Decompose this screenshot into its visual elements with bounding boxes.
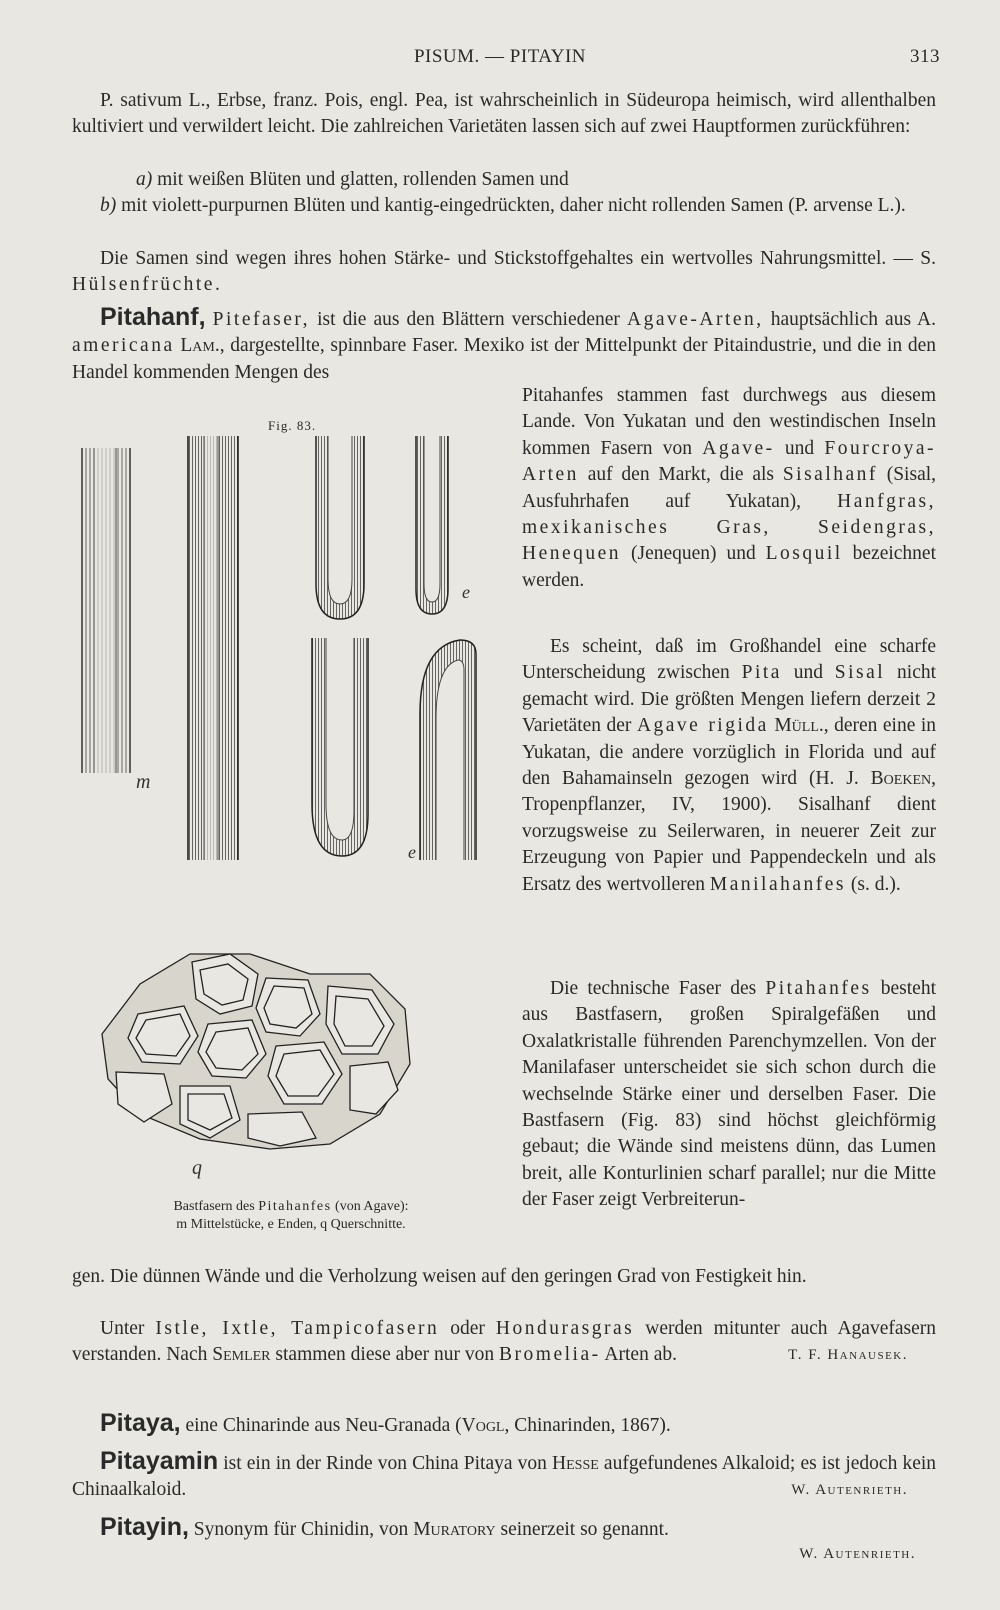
pitahanfes: Pitahanfes [765, 978, 872, 999]
pisum-item-a [136, 167, 936, 193]
p2c: nicht gemacht wird. Die größten Mengen liefern derzeit 2 Varietäten der [522, 662, 937, 737]
fourcroya: Fourcroya-Arten [522, 437, 937, 486]
pitahanf-entry-start [72, 304, 936, 386]
pitefaser: Pitefaser, [212, 309, 310, 330]
hanfgras: Hanfgras, [837, 490, 937, 512]
p3b: besteht aus Bastfasern, großen Spiralgefäßen und Oxalatkristalle führenden Parenchymzellen. Von der Manilafaser unterscheidet sie sich schon durch die wechselnde Stärke einer und derselben Faser. Die Bastfasern (Fig. 83) sind höchst gleichförmig gebaut; die Wände sind meistens dünn, das Lumen breit, alle Konturlinien scharf parallel; nur die Mitte der Faser zeigt Verbreiterun- [522, 978, 936, 1211]
cross-section [102, 954, 410, 1149]
und: und [784, 437, 815, 459]
agave-arten: Agave-Arten, [627, 309, 764, 330]
pitahanf-p3-cont [72, 1264, 936, 1290]
hanausek-signature: T. F. Hanausek. [788, 1347, 908, 1364]
autenrieth-signature-2: W. Autenrieth. [799, 1546, 916, 1562]
pisum-intro-text: P. sativum L., Erbse, franz. Pois, engl. Pea, ist wahrscheinlich in Südeuropa heimisch, wird allenthalben kultiviert und verwildert leicht. Die zahlreichen Varietäten lassen sich auf zwei Hauptformen zurückführen: [72, 90, 936, 138]
pisum-intro [72, 88, 936, 141]
pitahanf-n4: bezeichnet werden. [522, 543, 937, 591]
pitahanf-n3: (Sisal, Ausfuhrhafen auf Yukatan), [522, 464, 937, 512]
item-b-text: mit violett-purpurnen Blüten und kantig-eingedrückten, daher nicht rollenden Samen (P. arvense L.). [121, 195, 906, 216]
fiber-end-bottom [312, 638, 368, 856]
item-a-label: a) [136, 169, 153, 190]
agave-rigida: Agave rigida [636, 715, 769, 737]
pisum-value [72, 246, 936, 299]
label-m: m [136, 771, 151, 793]
p2e: , Tropenpflanzer, IV, 1900). Sisalhanf dient vorzugsweise zu Seilerwaren, in neuerer Zeit zur Erzeugung von Papier und Pappendeckeln und als Ersatz des wertvolleren [522, 768, 936, 895]
bromelia: Bromelia- [499, 1344, 601, 1366]
pitahanf-n2: auf den Markt, die als [587, 464, 775, 486]
p2b: und [793, 662, 823, 684]
pitahanf-column-p2 [522, 634, 936, 898]
item-a-text: mit weißen Blüten und glatten, rollenden Samen und [157, 169, 569, 190]
pisum-value-text: Die Samen sind wegen ihres hohen Stärke- und Stickstoffgehaltes ein wertvolles Nahrungsmittel. — S. [100, 248, 936, 269]
sisalhanf: Sisalhanf [782, 464, 878, 486]
jenequen: (Jenequen) und [630, 543, 756, 565]
p4c: werden mitunter auch Agavefasern verstanden. Nach [72, 1318, 937, 1366]
boeken-author: Boeken [870, 768, 932, 790]
pitahanf-column-p1 [522, 383, 936, 594]
caption-b: Pitahanfes [258, 1199, 332, 1214]
label-e-1: e [462, 582, 470, 602]
caption-a: Bastfasern des [173, 1199, 255, 1214]
mull-author: Müll. [774, 715, 824, 737]
pitahanf-t2: hauptsächlich aus A. [770, 309, 937, 330]
mexikanisches-gras: mexikanisches Gras, Seidengras, [522, 517, 936, 539]
pitaya-t2: , Chinarinden, 1867). [504, 1415, 671, 1436]
caption-d: m Mittelstücke, e Enden, q Querschnitte. [176, 1217, 406, 1232]
fiber-end-top [316, 436, 364, 619]
pitayamin-keyword: Pitayamin [100, 1447, 219, 1475]
p4d: stammen diese aber nur von [275, 1344, 495, 1366]
fiber-illustration [80, 414, 502, 1244]
pisum-crossref: Hülsenfrüchte. [72, 274, 223, 296]
autenrieth-signature-1: W. Autenrieth. [791, 1482, 908, 1499]
muratory-author: Muratory [413, 1519, 496, 1540]
pitahanf-t3: , dargestellte, spinnbare Faser. Mexiko ist der Mittelpunkt der Pitaindustrie, und die in den Handel kommenden Mengen des [72, 335, 937, 383]
p3a: Die technische Faser des [550, 978, 757, 999]
pitahanf-column-p3 [522, 976, 936, 1214]
sisal: Sisal [834, 662, 886, 684]
pitayin-entry [72, 1514, 936, 1543]
pitayamin-t2: aufgefundenes Alkaloid; es ist jedoch kein Chinaalkaloid. [72, 1453, 937, 1501]
pitayin-t1: Synonym für Chinidin, von [193, 1519, 409, 1540]
pitahanf-p4 [72, 1316, 936, 1369]
pitayin-t2: seinerzeit so genannt. [500, 1519, 669, 1540]
item-b-label: b) [100, 195, 117, 216]
pitayamin-t1: ist ein in der Rinde von China Pitaya von [223, 1453, 547, 1474]
agave2: Agave- [702, 437, 775, 459]
fiber-middle-left [82, 448, 130, 773]
pitayin-keyword: Pitayin, [100, 1513, 189, 1541]
manilahanfes: Manilahanfes [709, 873, 847, 895]
p2a: Es scheint, daß im Großhandel eine scharfe Unterscheidung zwischen [522, 636, 936, 684]
p2f: (s. d.). [850, 873, 901, 895]
p4a: Unter [100, 1318, 145, 1339]
pisum-item-b [72, 193, 936, 219]
pitahanf-t1: ist die aus den Blättern verschiedener [317, 309, 620, 330]
hondurasgras: Hondurasgras [495, 1318, 635, 1339]
pitaya-t1: eine Chinarinde aus Neu-Granada ( [185, 1415, 462, 1436]
page-number: 313 [910, 46, 940, 67]
fiber-end-curved [420, 640, 476, 860]
lam-author: Lam. [180, 335, 220, 357]
header-title: PISUM. — PITAYIN [413, 46, 587, 67]
figure-83 [80, 414, 502, 1244]
pitahanf-n1: Pitahanfes stammen fast durchwegs aus diesem Lande. Von Yukatan und den westindischen Inseln kommen Fasern von [522, 385, 936, 459]
figure-caption [80, 1198, 502, 1234]
p3c: gen. Die dünnen Wände und die Verholzung weisen auf den geringen Grad von Festigkeit hin. [72, 1266, 807, 1287]
fiber-middle-long [188, 436, 238, 860]
p4b: oder [450, 1318, 485, 1339]
losquil: Losquil [765, 543, 843, 565]
label-e-2: e [408, 842, 416, 862]
pitahanf-keyword: Pitahanf, [100, 303, 206, 331]
hesse-author: Hesse [552, 1453, 599, 1474]
fiber-end-right [416, 436, 448, 614]
americana: americana [72, 335, 175, 357]
istle: Istle, Ixtle, Tampicofasern [155, 1318, 440, 1339]
pitayamin-entry [72, 1448, 936, 1504]
caption-c: (von Agave): [335, 1199, 409, 1214]
figure-label: Fig. 83. [268, 418, 317, 433]
pita: Pita [741, 662, 782, 684]
p4e: Arten ab. [604, 1344, 677, 1366]
semler-author: Semler [212, 1344, 271, 1366]
pitaya-keyword: Pitaya, [100, 1409, 181, 1437]
p2d: , deren eine in Yukatan, die andere vorzüglich in Florida und auf den Bahamainseln gezogen wird (H. J. [522, 715, 937, 790]
pitaya-entry [72, 1410, 936, 1439]
henequen: Henequen [522, 543, 622, 565]
label-q: q [192, 1157, 202, 1179]
vogl-author: Vogl [461, 1415, 505, 1436]
